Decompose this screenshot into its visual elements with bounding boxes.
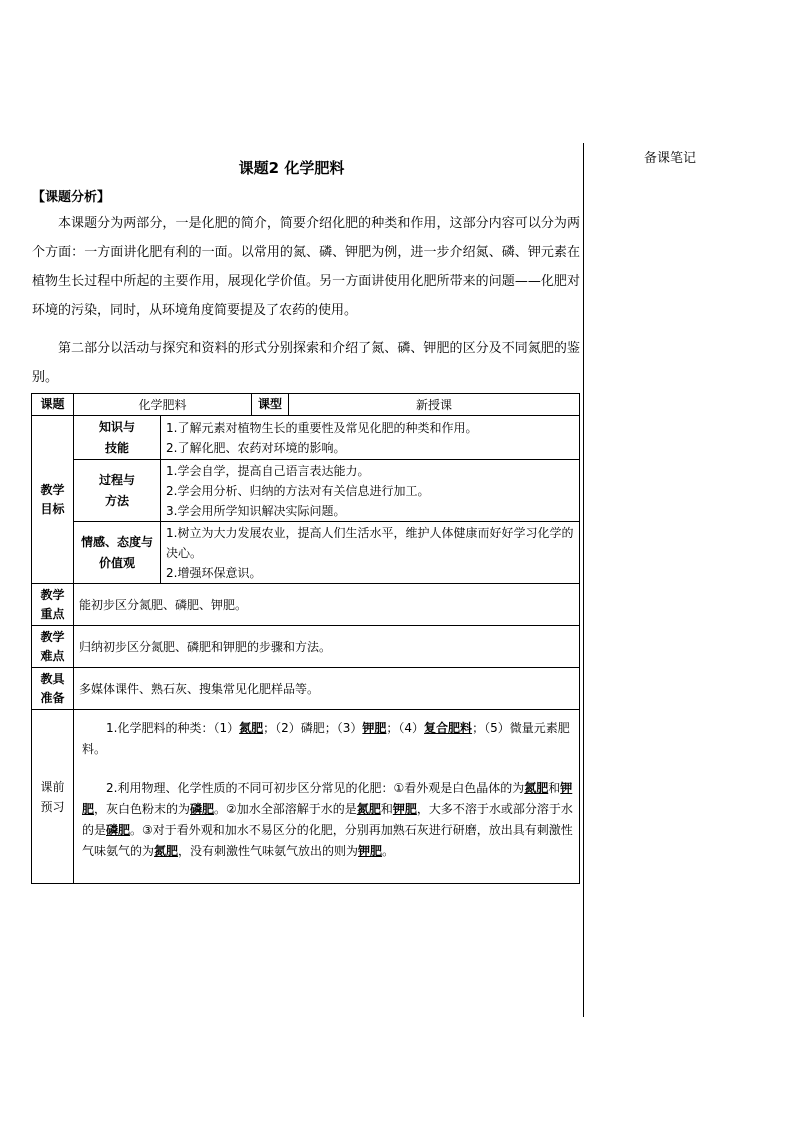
goal-label-knowledge: 知识与技能	[74, 416, 161, 460]
difficulty-label: 教学难点	[32, 626, 74, 668]
goal-label-attitude: 情感、态度与价值观	[74, 522, 161, 584]
analysis-paragraph-2: 第二部分以活动与探究和资料的形式分别探索和介绍了氮、磷、钾肥的区分及不同氮肥的鉴别。	[32, 341, 580, 385]
page-title: 课题2 化学肥料	[238, 159, 345, 177]
goal-attitude-content: 1.树立为大力发展农业，提高人们生活水平，维护人体健康而好好学习化学的决心。 2.增强环保意识。	[161, 522, 580, 584]
preview-content	[74, 710, 580, 884]
goal-knowledge-content: 1.了解元素对植物生长的重要性及常见化肥的种类和作用。 2.了解化肥、农药对环境的影响。	[161, 416, 580, 460]
difficulty-value: 归纳初步区分氮肥、磷肥和钾肥的步骤和方法。	[74, 626, 580, 668]
analysis-heading: 【课题分析】	[32, 190, 111, 205]
answer-blank: 氮肥	[356, 802, 381, 816]
table-row	[32, 626, 580, 668]
answer-blank: 氮肥	[239, 721, 264, 735]
table-row	[32, 584, 580, 626]
type-value: 新授课	[289, 394, 580, 416]
preview-question-2: 2.利用物理、化学性质的不同可初步区分常见的化肥：①看外观是白色晶体的为氮肥和钾肥，灰白色粉末的为磷肥。②加水全部溶解于水的是氮肥和钾肥，大多不溶于水或部分溶于水的是磷肥。③对于看外观和加水不易区分的化肥，分别再加熟石灰进行研磨，放出具有刺激性气味氨气的为氮肥，没有刺激性气味氨气放出的则为钾肥。	[82, 781, 573, 858]
goal-process-content: 1.学会自学，提高自己语言表达能力。 2.学会用分析、归纳的方法对有关信息进行加工。 3.学会用所学知识解决实际问题。	[161, 460, 580, 522]
answer-blank: 氮肥	[154, 844, 179, 858]
key-point-label: 教学重点	[32, 584, 74, 626]
table-row	[32, 416, 580, 460]
answer-blank: 钾肥	[392, 802, 417, 816]
answer-blank: 钾肥	[362, 721, 387, 735]
table-row	[32, 394, 580, 416]
topic-value: 化学肥料	[74, 394, 252, 416]
prep-value: 多媒体课件、熟石灰、搜集常见化肥样品等。	[74, 668, 580, 710]
table-row	[32, 710, 580, 884]
table-row	[32, 460, 580, 522]
answer-blank: 钾肥	[358, 844, 383, 858]
prep-label: 教具准备	[32, 668, 74, 710]
notes-divider	[583, 143, 584, 1017]
answer-blank: 磷肥	[106, 823, 131, 837]
analysis-paragraph-1: 本课题分为两部分，一是化肥的简介，简要介绍化肥的种类和作用，这部分内容可以分为两个方面：一方面讲化肥有利的一面。以常用的氮、磷、钾肥为例，进一步介绍氮、磷、钾元素在植物生长过程中所起的主要作用，展现化学价值。另一方面讲使用化肥所带来的问题——化肥对环境的污染，同时，从环境角度简要提及了农药的使用。	[32, 216, 580, 318]
preview-label: 课前预习	[32, 710, 74, 884]
table-row	[32, 668, 580, 710]
answer-blank: 钾肥	[82, 781, 573, 816]
lesson-plan-table	[31, 393, 580, 884]
goals-label: 教学目标	[32, 416, 74, 584]
table-row	[32, 522, 580, 584]
answer-blank: 复合肥料	[424, 721, 473, 735]
topic-label: 课题	[32, 394, 74, 416]
goal-label-process: 过程与方法	[74, 460, 161, 522]
side-notes-label: 备课笔记	[644, 151, 697, 166]
key-point-value: 能初步区分氮肥、磷肥、钾肥。	[74, 584, 580, 626]
type-label: 课型	[252, 394, 289, 416]
answer-blank: 磷肥	[190, 802, 215, 816]
answer-blank: 氮肥	[524, 781, 549, 795]
preview-question-1: 1.化学肥料的种类：（1）氮肥；（2）磷肥；（3）钾肥；（4）复合肥料；（5）微量元素肥料。	[82, 721, 570, 756]
